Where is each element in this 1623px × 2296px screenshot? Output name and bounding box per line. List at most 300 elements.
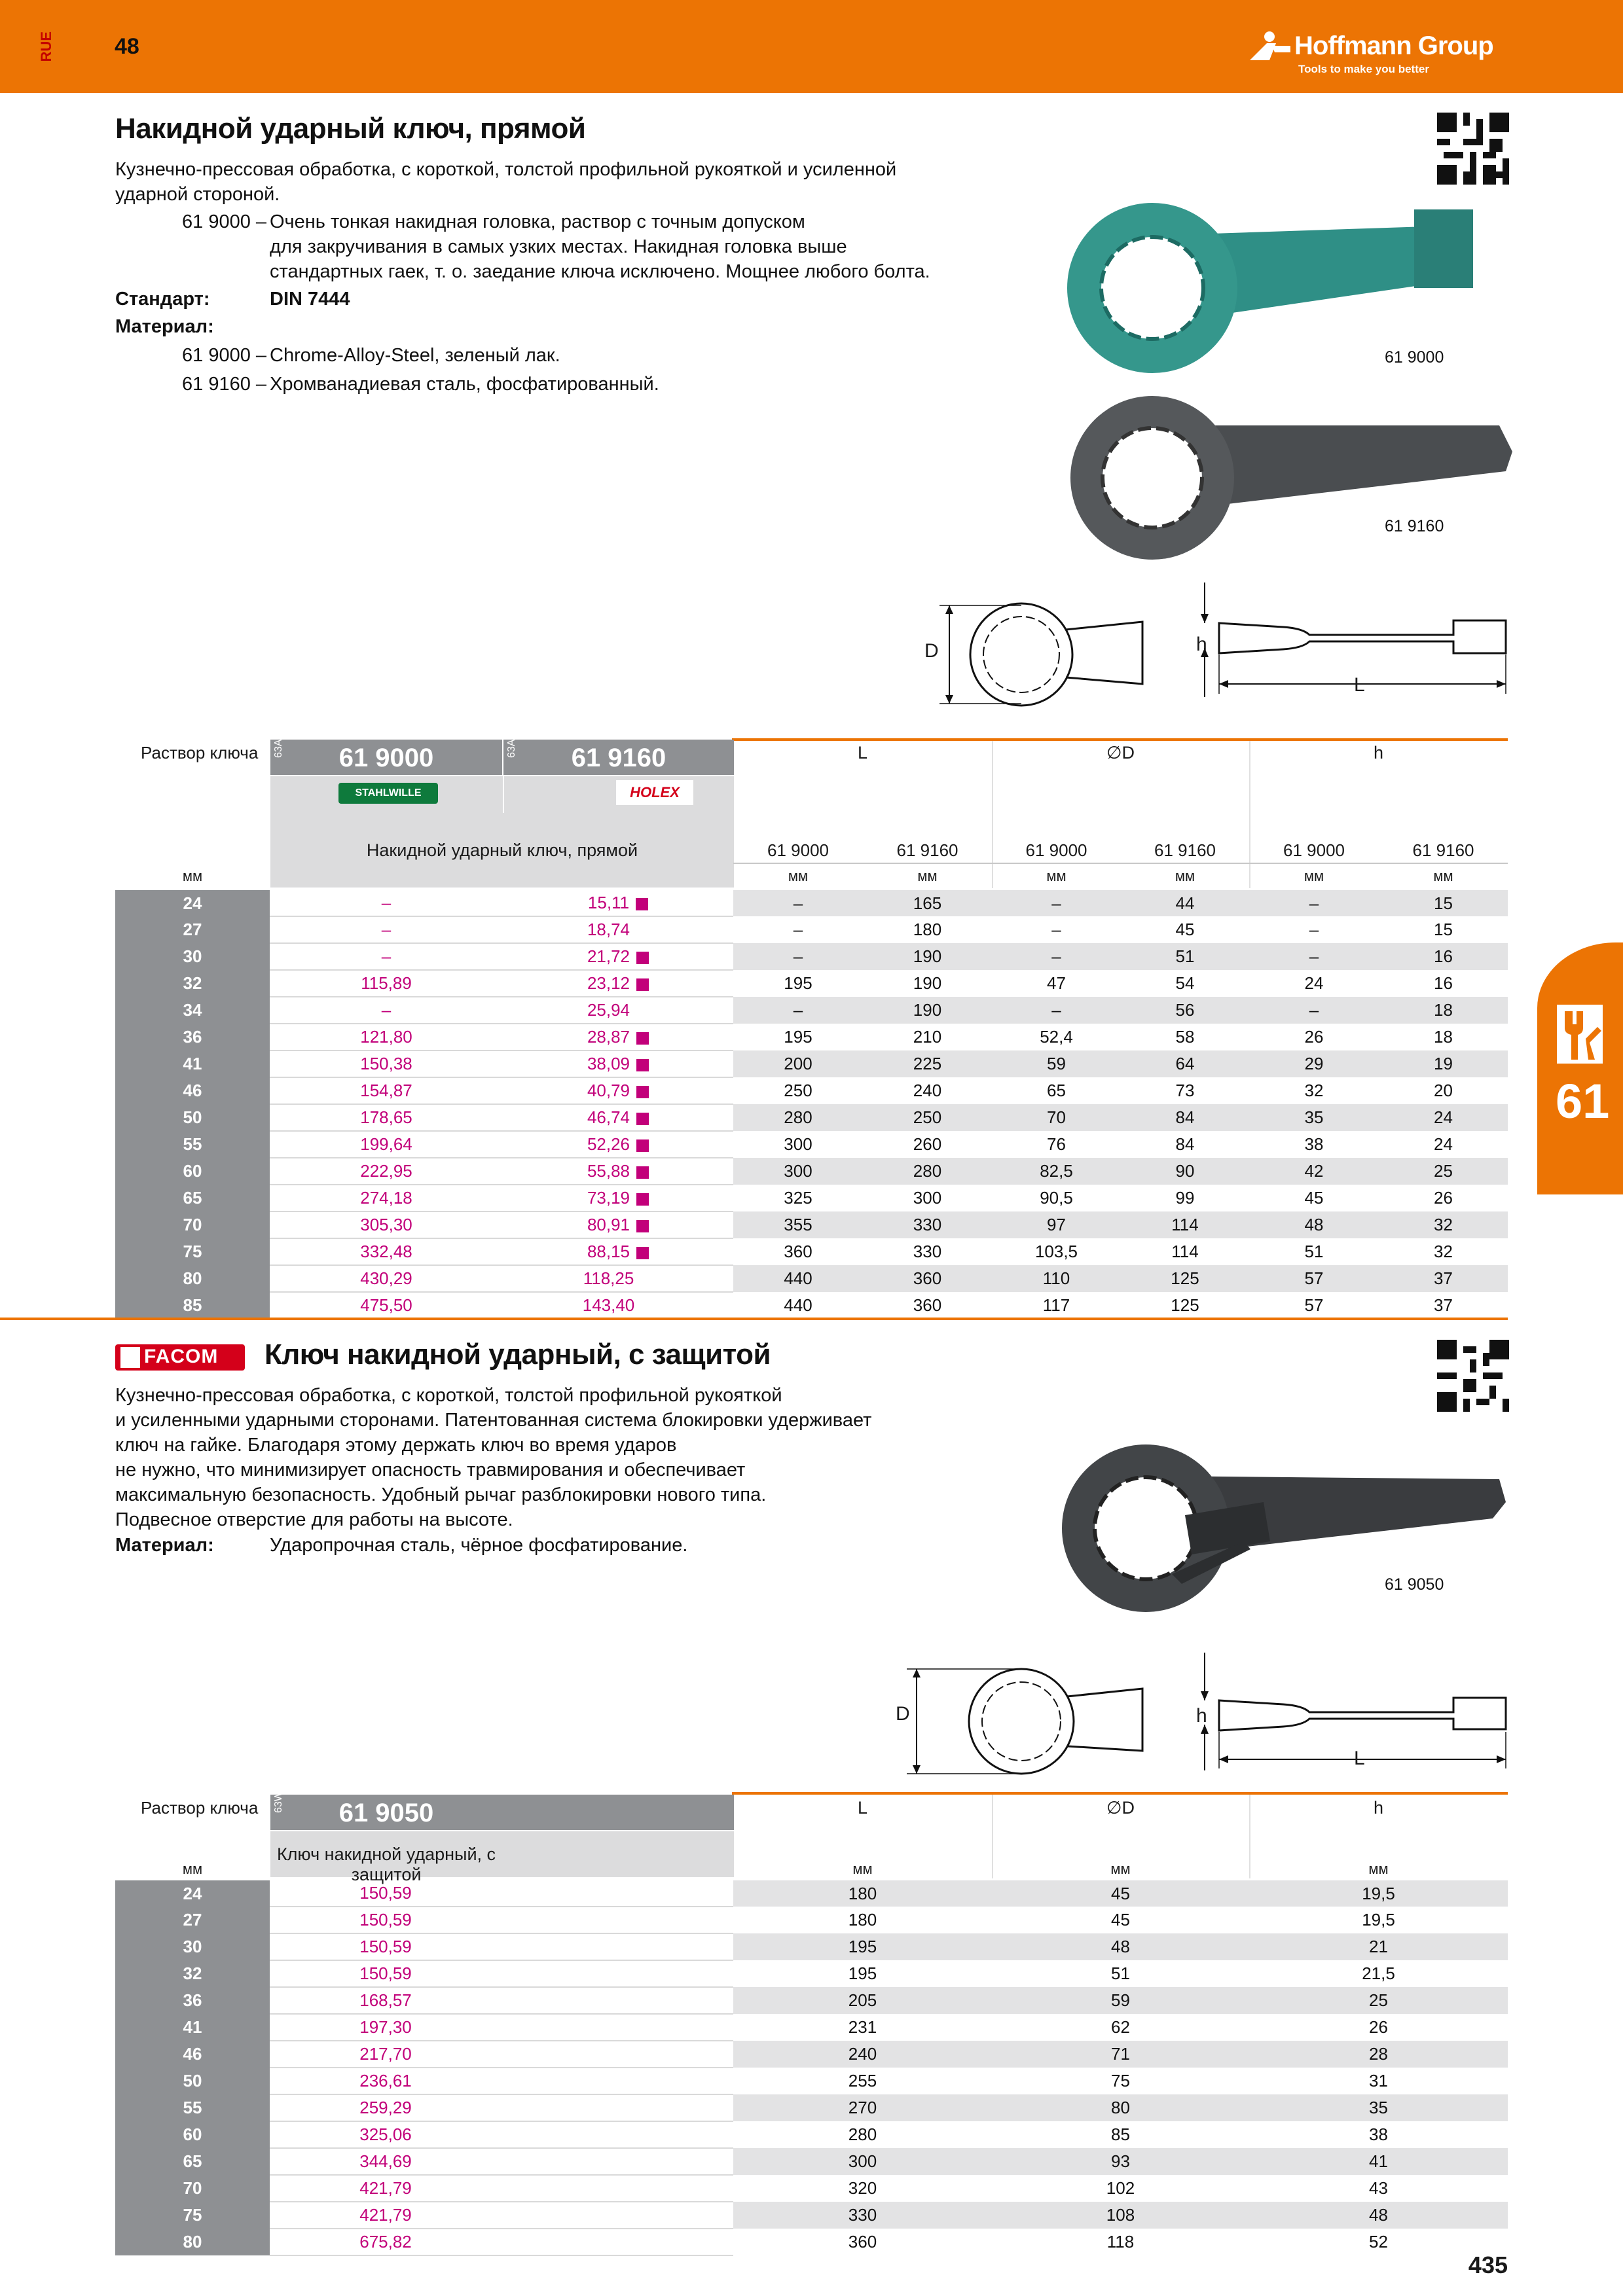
material2-code: 61 9160 – bbox=[182, 374, 267, 395]
table1-top-rule bbox=[732, 738, 1508, 741]
dimension-cell-h1: 24 bbox=[1249, 970, 1379, 997]
table-row bbox=[115, 2068, 1508, 2094]
dimension-cell-h1: 38 bbox=[1249, 1131, 1379, 1158]
dimension-cell-h1: – bbox=[1249, 916, 1379, 943]
dimension-cell-L1: 325 bbox=[733, 1185, 863, 1211]
dimension-cell-L1: 440 bbox=[733, 1292, 863, 1319]
section2-line3: ключ на гайке. Благодаря этому держать ключ во время ударов bbox=[115, 1435, 677, 1456]
table1-product-header bbox=[270, 776, 734, 888]
table-row bbox=[115, 1104, 1508, 1131]
table2-unit-L: мм bbox=[852, 1861, 873, 1877]
table2-product-name: Ключ накидной ударный, с защитой bbox=[276, 1844, 496, 1884]
size-cell: 80 bbox=[115, 2229, 270, 2255]
size-cell: 55 bbox=[115, 1131, 270, 1158]
price-value: 25,94 bbox=[587, 1000, 630, 1020]
dimension-cell-L: 180 bbox=[733, 1880, 992, 1907]
price-61-9160-cell bbox=[503, 1211, 733, 1238]
table1-product-name: Накидной ударный ключ, прямой bbox=[366, 840, 638, 860]
table1-size-unit: мм bbox=[182, 868, 203, 884]
size-cell: 24 bbox=[115, 1880, 270, 1907]
price-61-9000-cell: 222,95 bbox=[270, 1158, 503, 1185]
size-cell: 36 bbox=[115, 1024, 270, 1050]
dimension-cell-L1: – bbox=[733, 997, 863, 1024]
dimension-cell-D1: – bbox=[992, 916, 1121, 943]
size-cell: 60 bbox=[115, 2121, 270, 2148]
price-value: 38,09 bbox=[587, 1054, 630, 1073]
table-row bbox=[115, 2014, 1508, 2041]
table2-art: 61 9050 bbox=[338, 1799, 434, 1827]
dimension-cell-D1: 103,5 bbox=[992, 1238, 1121, 1265]
section1-note-line3: стандартных гаек, т. о. заедание ключа исключено. Мощнее любого болта. bbox=[270, 261, 930, 282]
table-row bbox=[115, 890, 1508, 916]
size-cell: 50 bbox=[115, 2068, 270, 2094]
price-61-9050-cell bbox=[270, 1960, 733, 1987]
dimension-cell-D1: 110 bbox=[992, 1265, 1121, 1292]
dimension-cell-h1: 42 bbox=[1249, 1158, 1379, 1185]
table-row bbox=[115, 997, 1508, 1024]
facom-brand-logo bbox=[115, 1344, 245, 1371]
price-61-9160-cell bbox=[503, 997, 733, 1024]
price-value: 168,57 bbox=[359, 1990, 412, 2010]
dimension-cell-h2: 37 bbox=[1379, 1292, 1508, 1319]
dimension-cell-D: 75 bbox=[992, 2068, 1249, 2094]
price-value: 325,06 bbox=[359, 2125, 412, 2144]
table1-D-sub-a: 61 9000 bbox=[1025, 840, 1087, 860]
dimension-cell-L1: 300 bbox=[733, 1158, 863, 1185]
photo1-label: 61 9000 bbox=[1385, 348, 1444, 367]
dimension-cell-L1: 300 bbox=[733, 1131, 863, 1158]
dimension-cell-D2: 125 bbox=[1121, 1265, 1249, 1292]
dimension-cell-L: 195 bbox=[733, 1960, 992, 1987]
price-61-9050-cell bbox=[270, 2014, 733, 2041]
table2-L-header: L bbox=[857, 1798, 868, 1818]
table2-h-header: h bbox=[1373, 1798, 1384, 1818]
dimension-cell-h: 41 bbox=[1249, 2148, 1508, 2175]
catalog-page-number: 48 bbox=[115, 34, 139, 59]
dimension-cell-D: 85 bbox=[992, 2121, 1249, 2148]
size-cell: 65 bbox=[115, 1185, 270, 1211]
size-cell: 30 bbox=[115, 1933, 270, 1960]
price-value: 197,30 bbox=[359, 2017, 412, 2037]
size-cell: 32 bbox=[115, 1960, 270, 1987]
material1-text: Chrome-Alloy-Steel, зеленый лак. bbox=[270, 345, 560, 366]
facom-brand-text: FACOM bbox=[144, 1346, 219, 1367]
wrench-photo-61-9160 bbox=[1054, 393, 1525, 563]
table-row bbox=[115, 943, 1508, 970]
dimension-cell-h1: – bbox=[1249, 890, 1379, 916]
size-cell: 36 bbox=[115, 1987, 270, 2014]
price-61-9160-cell bbox=[503, 970, 733, 997]
dimension-cell-L2: 300 bbox=[863, 1185, 992, 1211]
table-row bbox=[115, 1265, 1508, 1292]
table-row bbox=[115, 1960, 1508, 1987]
table-row bbox=[115, 1987, 1508, 2014]
price-value: 150,59 bbox=[359, 1964, 412, 1983]
dimension-cell-L1: 250 bbox=[733, 1077, 863, 1104]
section1-note-code: 61 9000 – bbox=[182, 211, 267, 232]
dimension-cell-D: 51 bbox=[992, 1960, 1249, 1987]
wrench-photo-61-9050 bbox=[1048, 1443, 1519, 1626]
stock-marker-icon bbox=[636, 978, 649, 991]
price-61-9000-cell: 115,89 bbox=[270, 970, 503, 997]
table1-unit-L1: мм bbox=[788, 868, 809, 884]
dimension-cell-D: 59 bbox=[992, 1987, 1249, 2014]
dimension-cell-L: 240 bbox=[733, 2041, 992, 2068]
size-cell: 46 bbox=[115, 1077, 270, 1104]
dimension-cell-h2: 18 bbox=[1379, 1024, 1508, 1050]
dimension-cell-h: 19,5 bbox=[1249, 1907, 1508, 1933]
size-cell: 85 bbox=[115, 1292, 270, 1319]
table-row bbox=[115, 916, 1508, 943]
dimension-cell-h: 31 bbox=[1249, 2068, 1508, 2094]
dimension-cell-D2: 125 bbox=[1121, 1292, 1249, 1319]
dimension-cell-L: 320 bbox=[733, 2175, 992, 2202]
price-61-9050-cell bbox=[270, 2229, 733, 2255]
table-row bbox=[115, 1024, 1508, 1050]
table-row bbox=[115, 1211, 1508, 1238]
table2-top-rule bbox=[732, 1792, 1508, 1795]
table2-code-tag: 63W bbox=[273, 1791, 284, 1813]
wrench-tools-icon bbox=[1557, 1005, 1603, 1064]
dimension-cell-D1: – bbox=[992, 890, 1121, 916]
dimension-cell-h1: 29 bbox=[1249, 1050, 1379, 1077]
table-row bbox=[115, 1185, 1508, 1211]
size-cell: 65 bbox=[115, 2148, 270, 2175]
table2-D-header: ∅D bbox=[1106, 1798, 1135, 1818]
table-row bbox=[115, 1158, 1508, 1185]
price-61-9160-cell bbox=[503, 1050, 733, 1077]
price-61-9050-cell bbox=[270, 2041, 733, 2068]
section2-material-label: Материал: bbox=[115, 1535, 214, 1556]
table1-art1-header bbox=[270, 740, 502, 775]
dimension-cell-D1: – bbox=[992, 943, 1121, 970]
table-row bbox=[115, 2175, 1508, 2202]
price-value: 88,15 bbox=[587, 1242, 630, 1261]
dimension-cell-h: 25 bbox=[1249, 1987, 1508, 2014]
table1-L-header: L bbox=[857, 743, 868, 762]
dimension-cell-h2: 16 bbox=[1379, 943, 1508, 970]
price-value: 21,72 bbox=[587, 946, 630, 966]
price-61-9050-cell bbox=[270, 2175, 733, 2202]
price-61-9050-cell bbox=[270, 2068, 733, 2094]
price-value: 150,59 bbox=[359, 1910, 412, 1929]
price-61-9160-cell bbox=[503, 1158, 733, 1185]
table1-D-header: ∅D bbox=[1106, 743, 1135, 762]
dimension-cell-h: 21 bbox=[1249, 1933, 1508, 1960]
dimension-cell-h1: 32 bbox=[1249, 1077, 1379, 1104]
dimension-cell-L2: 280 bbox=[863, 1158, 992, 1185]
table2-unit-h: мм bbox=[1368, 1861, 1389, 1877]
table1-L-sub-a: 61 9000 bbox=[767, 840, 829, 860]
dimension-cell-D2: 99 bbox=[1121, 1185, 1249, 1211]
dimension-cell-D2: 56 bbox=[1121, 997, 1249, 1024]
table1-art2-header bbox=[503, 740, 734, 775]
dimension-cell-h2: 32 bbox=[1379, 1211, 1508, 1238]
dimension-cell-L1: 195 bbox=[733, 970, 863, 997]
dimension-cell-D1: 65 bbox=[992, 1077, 1121, 1104]
price-value: 344,69 bbox=[359, 2151, 412, 2171]
dimension-cell-D2: 64 bbox=[1121, 1050, 1249, 1077]
dimension-cell-h1: 26 bbox=[1249, 1024, 1379, 1050]
dimension-cell-L: 330 bbox=[733, 2202, 992, 2229]
dimension-cell-h1: – bbox=[1249, 943, 1379, 970]
section2-line5: максимальную безопасность. Удобный рычаг разблокировки нового типа. bbox=[115, 1484, 767, 1505]
price-61-9160-cell bbox=[503, 1024, 733, 1050]
dimension-cell-L1: 280 bbox=[733, 1104, 863, 1131]
qr-code-icon bbox=[1437, 113, 1509, 185]
dimension-cell-D2: 51 bbox=[1121, 943, 1249, 970]
size-cell: 75 bbox=[115, 1238, 270, 1265]
table1-unit-D1: мм bbox=[1046, 868, 1067, 884]
dimension-cell-L1: – bbox=[733, 916, 863, 943]
table-row bbox=[115, 1292, 1508, 1319]
price-61-9160-cell bbox=[503, 1185, 733, 1211]
dimension-cell-h: 35 bbox=[1249, 2094, 1508, 2121]
size-cell: 41 bbox=[115, 2014, 270, 2041]
section1-note-line1: Очень тонкая накидная головка, раствор с точным допуском bbox=[270, 211, 805, 232]
table-row bbox=[115, 2229, 1508, 2255]
price-61-9000-cell: 154,87 bbox=[270, 1077, 503, 1104]
size-cell: 75 bbox=[115, 2202, 270, 2229]
section2-line1: Кузнечно-прессовая обработка, с короткой, толстой профильной рукояткой bbox=[115, 1385, 782, 1406]
price-value: 236,61 bbox=[359, 2071, 412, 2090]
dimension-diagram-1 bbox=[917, 576, 1519, 713]
dimension-cell-L2: 250 bbox=[863, 1104, 992, 1131]
dimension-cell-L: 205 bbox=[733, 1987, 992, 2014]
price-value: 18,74 bbox=[587, 920, 630, 939]
stock-marker-icon bbox=[636, 1247, 649, 1259]
dimension-cell-h: 19,5 bbox=[1249, 1880, 1508, 1907]
hoffmann-logo-icon bbox=[1247, 30, 1293, 63]
dimension-cell-L1: – bbox=[733, 943, 863, 970]
price-value: 150,59 bbox=[359, 1937, 412, 1956]
price-value: 217,70 bbox=[359, 2044, 412, 2064]
dimension-cell-h1: 35 bbox=[1249, 1104, 1379, 1131]
dimension-cell-L: 270 bbox=[733, 2094, 992, 2121]
diagram2-h-label: h bbox=[1196, 1705, 1207, 1727]
price-61-9050-cell bbox=[270, 1907, 733, 1933]
table-row bbox=[115, 1880, 1508, 1907]
table1-art1: 61 9000 bbox=[338, 744, 434, 772]
dimension-cell-L2: 260 bbox=[863, 1131, 992, 1158]
table-row bbox=[115, 2121, 1508, 2148]
material2-text: Хромванадиевая сталь, фосфатированный. bbox=[270, 374, 659, 395]
price-61-9160-cell bbox=[503, 1077, 733, 1104]
price-value: 40,79 bbox=[587, 1081, 630, 1100]
price-61-9050-cell bbox=[270, 2094, 733, 2121]
price-61-9160-cell bbox=[503, 916, 733, 943]
dimension-cell-h1: 48 bbox=[1249, 1211, 1379, 1238]
dimension-cell-h: 52 bbox=[1249, 2229, 1508, 2255]
price-61-9000-cell: 150,38 bbox=[270, 1050, 503, 1077]
dimension-cell-h: 38 bbox=[1249, 2121, 1508, 2148]
table2-size-unit: мм bbox=[182, 1861, 203, 1877]
dimension-cell-L2: 360 bbox=[863, 1292, 992, 1319]
dimension-cell-D1: 76 bbox=[992, 1131, 1121, 1158]
stock-marker-icon bbox=[636, 1166, 649, 1179]
diagram2-L-label: L bbox=[1354, 1748, 1365, 1769]
price-61-9000-cell: – bbox=[270, 943, 503, 970]
size-cell: 24 bbox=[115, 890, 270, 916]
price-value: 118,25 bbox=[583, 1268, 634, 1288]
price-value: 52,26 bbox=[587, 1134, 630, 1154]
dimension-cell-L2: 360 bbox=[863, 1265, 992, 1292]
material1-code: 61 9000 – bbox=[182, 345, 267, 366]
price-value: 73,19 bbox=[587, 1188, 630, 1208]
price-value: 15,11 bbox=[587, 893, 630, 912]
dimension-cell-D2: 84 bbox=[1121, 1131, 1249, 1158]
material-label: Материал: bbox=[115, 316, 214, 337]
photo3-label: 61 9050 bbox=[1385, 1575, 1444, 1594]
dimension-cell-D1: – bbox=[992, 997, 1121, 1024]
stock-marker-icon bbox=[636, 1139, 649, 1152]
dimension-cell-h1: 57 bbox=[1249, 1292, 1379, 1319]
dimension-cell-h2: 15 bbox=[1379, 916, 1508, 943]
dimension-cell-L: 300 bbox=[733, 2148, 992, 2175]
dimension-cell-D1: 52,4 bbox=[992, 1024, 1121, 1050]
dimension-cell-L: 231 bbox=[733, 2014, 992, 2041]
qr-code-icon bbox=[1437, 1340, 1509, 1412]
dimension-cell-D: 45 bbox=[992, 1880, 1249, 1907]
dimension-cell-D2: 114 bbox=[1121, 1238, 1249, 1265]
dimension-cell-D: 80 bbox=[992, 2094, 1249, 2121]
price-61-9000-cell: – bbox=[270, 916, 503, 943]
dimension-cell-h2: 24 bbox=[1379, 1131, 1508, 1158]
dimension-cell-D2: 54 bbox=[1121, 970, 1249, 997]
dimension-cell-L2: 330 bbox=[863, 1238, 992, 1265]
section2-line4: не нужно, что минимизирует опасность травмирования и обеспечивает bbox=[115, 1460, 746, 1480]
section2-line6: Подвесное отверстие для работы на высоте. bbox=[115, 1509, 513, 1530]
table2-size-header: Раствор ключа bbox=[141, 1798, 259, 1818]
dimension-cell-D2: 45 bbox=[1121, 916, 1249, 943]
table1-h-header: h bbox=[1373, 743, 1384, 762]
dimension-cell-L2: 190 bbox=[863, 997, 992, 1024]
price-61-9000-cell: 305,30 bbox=[270, 1211, 503, 1238]
dimension-cell-h1: 57 bbox=[1249, 1265, 1379, 1292]
dimension-cell-h: 26 bbox=[1249, 2014, 1508, 2041]
section2-title: Ключ накидной ударный, с защитой bbox=[264, 1338, 771, 1371]
price-value: 80,91 bbox=[587, 1215, 630, 1234]
dimension-cell-L2: 180 bbox=[863, 916, 992, 943]
stock-marker-icon bbox=[636, 1220, 649, 1232]
dimension-cell-D1: 47 bbox=[992, 970, 1121, 997]
price-value: 421,79 bbox=[359, 2178, 412, 2198]
dimension-cell-D2: 44 bbox=[1121, 890, 1249, 916]
dimension-cell-L1: 195 bbox=[733, 1024, 863, 1050]
page-header bbox=[0, 0, 1623, 93]
table-row bbox=[115, 1907, 1508, 1933]
dimension-cell-L1: 355 bbox=[733, 1211, 863, 1238]
section2-line2: и усиленными ударными сторонами. Патентованная система блокировки удерживает bbox=[115, 1410, 872, 1431]
diagram1-L-label: L bbox=[1354, 674, 1365, 696]
dimension-cell-L: 280 bbox=[733, 2121, 992, 2148]
section2-material-text: Ударопрочная сталь, чёрное фосфатирование. bbox=[270, 1535, 688, 1556]
size-cell: 34 bbox=[115, 997, 270, 1024]
price-61-9160-cell bbox=[503, 1265, 733, 1292]
dimension-cell-D: 108 bbox=[992, 2202, 1249, 2229]
table-row bbox=[115, 1933, 1508, 1960]
dimension-cell-h2: 24 bbox=[1379, 1104, 1508, 1131]
dimension-cell-L2: 240 bbox=[863, 1077, 992, 1104]
dimension-cell-D1: 90,5 bbox=[992, 1185, 1121, 1211]
price-61-9000-cell: 121,80 bbox=[270, 1024, 503, 1050]
dimension-cell-h: 43 bbox=[1249, 2175, 1508, 2202]
dimension-cell-L2: 190 bbox=[863, 970, 992, 997]
table-row bbox=[115, 2202, 1508, 2229]
dimension-cell-L2: 330 bbox=[863, 1211, 992, 1238]
dimension-cell-D1: 70 bbox=[992, 1104, 1121, 1131]
stock-marker-icon bbox=[636, 1059, 649, 1071]
dimension-cell-h: 28 bbox=[1249, 2041, 1508, 2068]
chapter-tab bbox=[1537, 942, 1623, 1194]
table1-h-sub-b: 61 9160 bbox=[1412, 840, 1474, 860]
table2-art-header bbox=[270, 1791, 734, 1830]
dimension-cell-L: 180 bbox=[733, 1907, 992, 1933]
dimension-cell-D2: 90 bbox=[1121, 1158, 1249, 1185]
page-number: 435 bbox=[1468, 2251, 1508, 2278]
size-cell: 27 bbox=[115, 1907, 270, 1933]
price-value: 421,79 bbox=[359, 2205, 412, 2225]
price-value: 23,12 bbox=[587, 973, 630, 993]
table1-code-tag1: 63A bbox=[273, 739, 284, 758]
dimension-cell-D: 62 bbox=[992, 2014, 1249, 2041]
table1-unit-h2: мм bbox=[1433, 868, 1453, 884]
price-61-9160-cell bbox=[503, 1104, 733, 1131]
dimension-cell-L2: 165 bbox=[863, 890, 992, 916]
dimension-cell-L2: 225 bbox=[863, 1050, 992, 1077]
photo2-label: 61 9160 bbox=[1385, 517, 1444, 535]
size-cell: 27 bbox=[115, 916, 270, 943]
diagram1-h-label: h bbox=[1196, 634, 1207, 655]
wrench-photo-61-9000 bbox=[1048, 196, 1519, 380]
table-row bbox=[115, 1077, 1508, 1104]
price-value: 143,40 bbox=[582, 1295, 635, 1315]
dimension-cell-D1: 82,5 bbox=[992, 1158, 1121, 1185]
table1-code-tag2: 63A bbox=[506, 739, 517, 758]
diagram1-D-label: D bbox=[924, 640, 939, 662]
dimension-cell-D: 48 bbox=[992, 1933, 1249, 1960]
table2 bbox=[115, 1880, 1508, 2256]
dimension-cell-L2: 210 bbox=[863, 1024, 992, 1050]
table1 bbox=[115, 890, 1508, 1319]
dimension-cell-h1: – bbox=[1249, 997, 1379, 1024]
diagram2-D-label: D bbox=[896, 1703, 910, 1725]
stock-marker-icon bbox=[636, 952, 649, 964]
dimension-cell-h2: 16 bbox=[1379, 970, 1508, 997]
table1-unit-L2: мм bbox=[917, 868, 938, 884]
dimension-cell-h1: 45 bbox=[1249, 1185, 1379, 1211]
dimension-cell-h2: 20 bbox=[1379, 1077, 1508, 1104]
dimension-cell-h2: 26 bbox=[1379, 1185, 1508, 1211]
dimension-cell-D: 93 bbox=[992, 2148, 1249, 2175]
price-61-9000-cell: – bbox=[270, 890, 503, 916]
stock-marker-icon bbox=[636, 898, 648, 910]
dimension-cell-h2: 19 bbox=[1379, 1050, 1508, 1077]
dimension-cell-D1: 97 bbox=[992, 1211, 1121, 1238]
section1-note-line2: для закручивания в самых узких местах. Накидная головка выше bbox=[270, 236, 847, 257]
dimension-cell-D2: 84 bbox=[1121, 1104, 1249, 1131]
table-row bbox=[115, 970, 1508, 997]
section1-intro-line1: Кузнечно-прессовая обработка, с короткой, толстой профильной рукояткой и усиленной bbox=[115, 159, 897, 180]
price-61-9160-cell bbox=[503, 943, 733, 970]
price-61-9000-cell: – bbox=[270, 997, 503, 1024]
dimension-cell-D1: 59 bbox=[992, 1050, 1121, 1077]
price-61-9160-cell bbox=[503, 890, 733, 916]
dimension-cell-D1: 117 bbox=[992, 1292, 1121, 1319]
table1-unit-h1: мм bbox=[1304, 868, 1324, 884]
price-61-9000-cell: 199,64 bbox=[270, 1131, 503, 1158]
table-row bbox=[115, 1050, 1508, 1077]
